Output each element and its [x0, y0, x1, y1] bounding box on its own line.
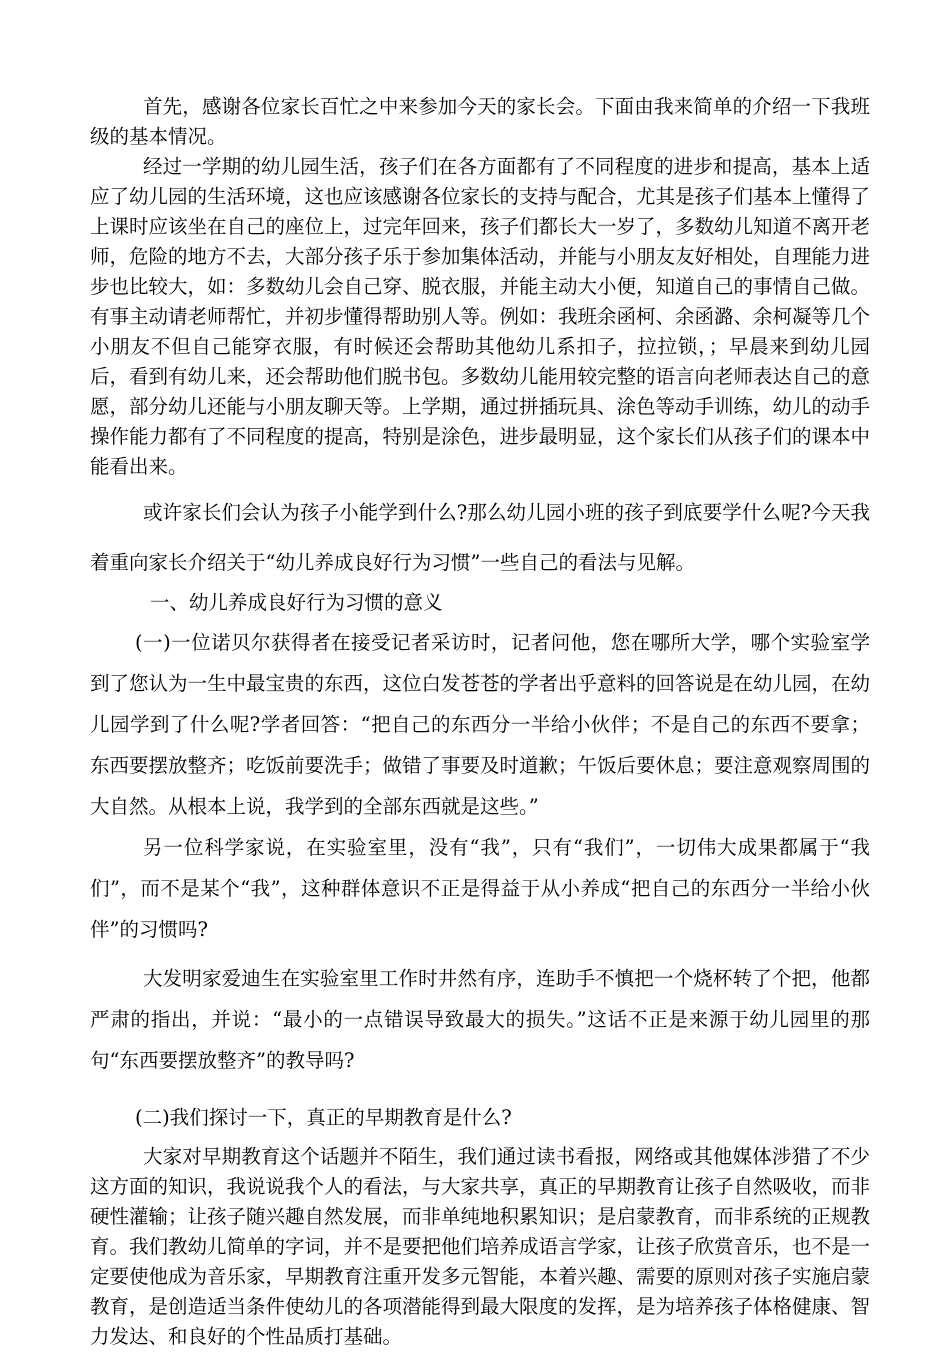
subsection-heading: (二)我们探讨一下，真正的早期教育是什么? [135, 1106, 512, 1129]
paragraph-early-education: 大家对早期教育这个话题并不陌生，我们通过读书看报，网络或其他媒体涉猎了不少这方面的知识，我说说我个人的看法，与大家共享，真正的早期教育让孩子自然吸收，而非硬性灌输；让孩子随兴趣自然发展，而非单纯地积累知识；是启蒙教育，而非系统的正规教育。我们教幼儿简单的字词，并不是要把他们培养成语言学家，让孩子欣赏音乐，也不是一定要使他成为音乐家，早期教育注重开发多元智能，本着兴趣、需要的原则对孩子实施启蒙教育，是创造适当条件使幼儿的各项潜能得到最大限度的发挥，是为培养孩子体格健康、智力发达、和良好的个性品质打基础。 [90, 1145, 871, 1348]
paragraph-scientist: 另一位科学家说，在实验室里，没有“我”，只有“我们”，一切伟大成果都属于“我们”，而不是某个“我”，这种群体意识不正是得益于从小养成“把自己的东西分一半给小伙伴”的习惯吗? [90, 836, 870, 941]
paragraph-nobel: (一)一位诺贝尔获得者在接受记者采访时，记者问他，您在哪所大学，哪个实验室学到了您认为一生中最宝贵的东西，这位白发苍苍的学者出乎意料的回答说是在幼儿园，在幼儿园学到了什么呢?学者回答：“把自己的东西分一半给小伙伴；不是自己的东西不要拿；东西要摆放整齐；吃饭前要洗手；做错了事要及时道歉；午饭后要休息；要注意观察周围的大自然。从根本上说，我学到的全部东西就是这些。” [90, 631, 871, 818]
paragraph-intro: 首先，感谢各位家长百忙之中来参加今天的家长会。下面由我来简单的介绍一下我班级的基本情况。 [90, 95, 870, 148]
paragraph-question: 或许家长们会认为孩子小能学到什么?那么幼儿园小班的孩子到底要学什么呢?今天我着重向家长介绍关于“幼儿养成良好行为习惯”一些自己的看法与见解。 [90, 501, 870, 574]
paragraph-progress: 经过一学期的幼儿园生活，孩子们在各方面都有了不同程度的进步和提高，基本上适应了幼儿园的生活环境，这也应该感谢各位家长的支持与配合，尤其是孩子们基本上懂得了上课时应该坐在自己的座位上，过完年回来，孩子们都长大一岁了，多数幼儿知道不离开老师，危险的地方不去，大部分孩子乐于参加集体活动，并能与小朋友友好相处，自理能力进步也比较大，如：多数幼儿会自己穿、脱衣服，并能主动大小便，知道自己的事情自己做。有事主动请老师帮忙，并初步懂得帮助别人等。例如：我班余函柯、余函潞、余柯凝等几个小朋友不但自己能穿衣服，有时候还会帮助其他幼儿系扣子，拉拉锁，；早晨来到幼儿园后，看到有幼儿来，还会帮助他们脱书包。多数幼儿能用较完整的语言向老师表达自己的意愿，部分幼儿还能与小朋友聊天等。上学期，通过拼插玩具、涂色等动手训练，幼儿的动手操作能力都有了不同程度的提高，特别是涂色，进步最明显，这个家长们从孩子们的课本中能看出来。 [90, 155, 871, 478]
paragraph-edison: 大发明家爱迪生在实验室里工作时井然有序，连助手不慎把一个烧杯转了个把，他都严肃的指出，并说：“最小的一点错误导致最大的损失。”这话不正是来源于幼儿园里的那句“东西要摆放整齐”的教导吗? [90, 967, 870, 1072]
section-heading: 一、幼儿养成良好行为习惯的意义 [150, 591, 443, 614]
document-page [90, 92, 870, 1352]
